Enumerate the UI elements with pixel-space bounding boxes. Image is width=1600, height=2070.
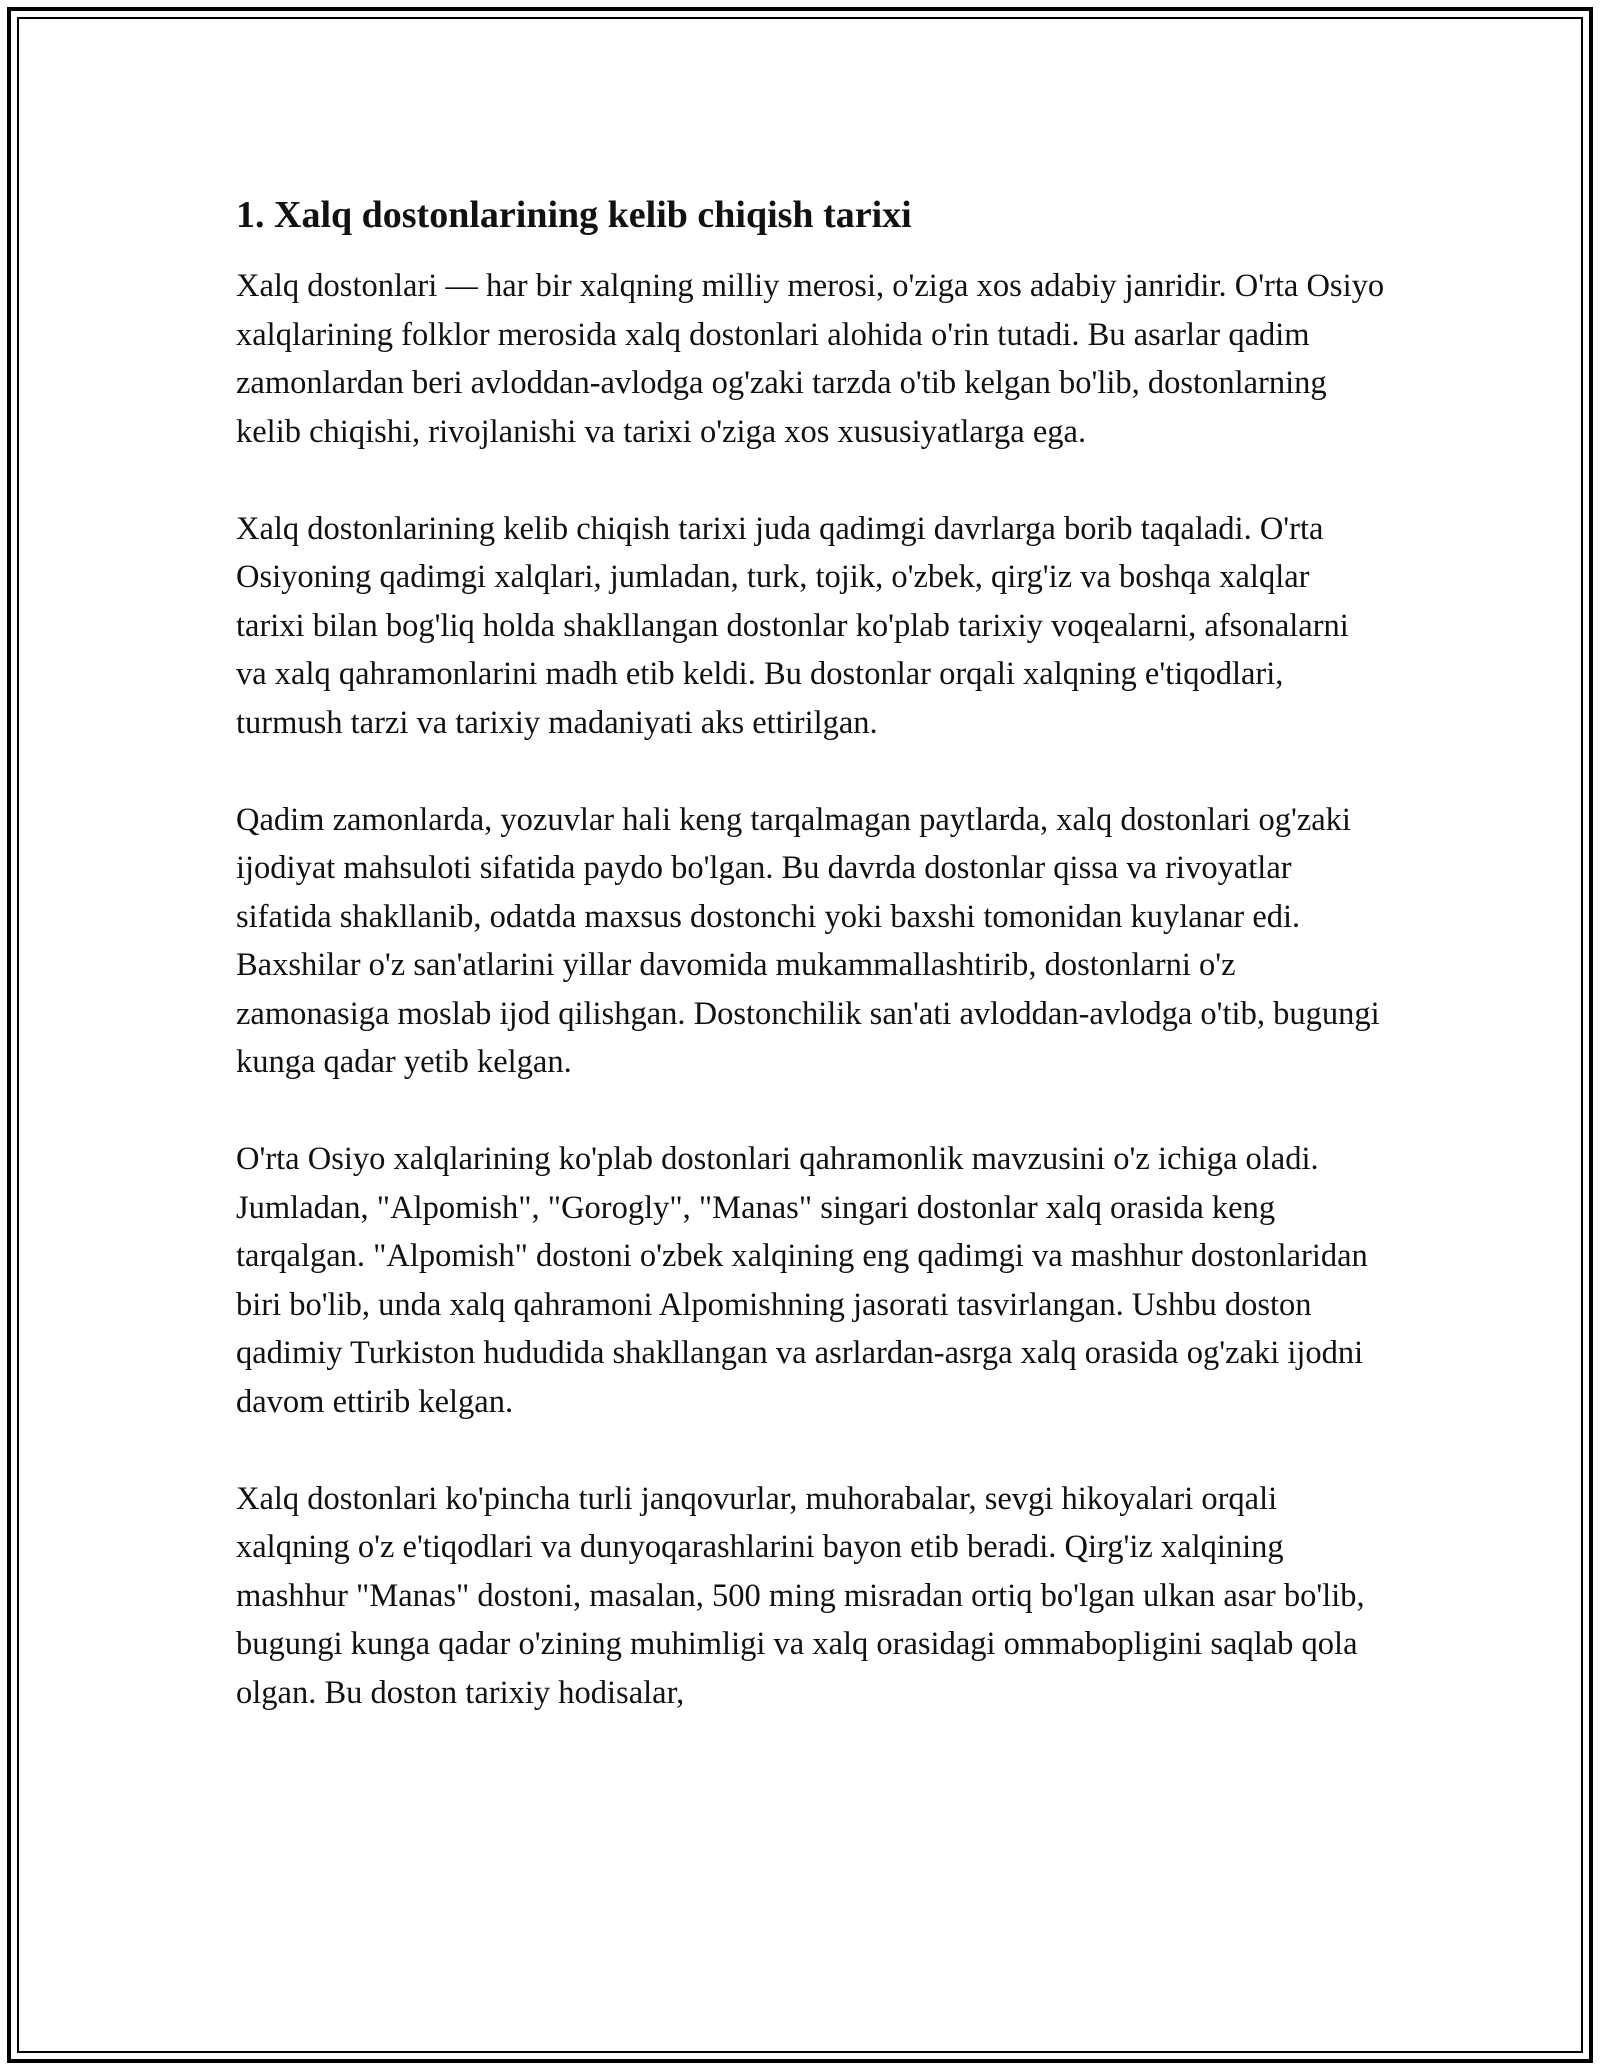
document-body xyxy=(236,190,1386,1766)
page-title: 1. Xalq dostonlarining kelib chiqish tarixi xyxy=(236,194,912,236)
paragraph: Xalq dostonlari ko'pincha turli janqovurlar, muhorabalar, sevgi hikoyalari orqali xalqning o'z e'tiqodlari va dunyoqarashlarini bayon etib beradi. Qirg'iz xalqining mashhur "Manas" dostoni, masalan, 500 ming misradan ortiq bo'lgan ulkan asar bo'lib, bugungi kunga qadar o'zining muhimligi va xalq orasidagi ommabopligini saqlab qola olgan. Bu doston tarixiy hodisalar, xyxy=(236,1480,1365,1711)
paragraph: Xalq dostonlarining kelib chiqish tarixi juda qadimgi davrlarga borib taqaladi. O'rta Osiyoning qadimgi xalqlari, jumladan, turk, tojik, o'zbek, qirg'iz va boshqa xalqlar tarixi bilan bog'liq holda shakllangan dostonlar ko'plab tarixiy voqealarni, afsonalarni va xalq qahramonlarini madh etib keldi. Bu dostonlar orqali xalqning e'tiqodlari, turmush tarzi va tarixiy madaniyati aks ettirilgan. xyxy=(236,510,1349,741)
paragraph: Qadim zamonlarda, yozuvlar hali keng tarqalmagan paytlarda, xalq dostonlari og'zaki ijodiyat mahsuloti sifatida paydo bo'lgan. Bu davrda dostonlar qissa va rivoyatlar sifatida shakllanib, odatda maxsus dostonchi yoki baxshi tomonidan kuylanar edi. Baxshilar o'z san'atlarini yillar davomida mukammallashtirib, dostonlarni o'z zamonasiga moslab ijod qilishgan. Dostonchilik san'ati avloddan-avlodga o'tib, bugungi kunga qadar yetib kelgan. xyxy=(236,801,1380,1080)
paragraph: Xalq dostonlari — har bir xalqning milliy merosi, o'ziga xos adabiy janridir. O'rta Osiyo xalqlarining folklor merosida xalq dostonlari alohida o'rin tutadi. Bu asarlar qadim zamonlardan beri avloddan-avlodga og'zaki tarzda o'tib kelgan bo'lib, dostonlarning kelib chiqishi, rivojlanishi va tarixi o'ziga xos xususiyatlarga ega. xyxy=(236,268,1385,450)
paragraph: O'rta Osiyo xalqlarining ko'plab dostonlari qahramonlik mavzusini o'z ichiga oladi. Jumladan, "Alpomish", "Gorogly", "Manas" singari dostonlar xalq orasida keng tarqalgan. "Alpomish" dostoni o'zbek xalqining eng qadimgi va mashhur dostonlaridan biri bo'lib, unda xalq qahramoni Alpomishning jasorati tasvirlangan. Ushbu doston qadimiy Turkiston hududida shakllangan va asrlardan-asrga xalq orasida og'zaki ijodni davom ettirib kelgan. xyxy=(236,1141,1368,1420)
